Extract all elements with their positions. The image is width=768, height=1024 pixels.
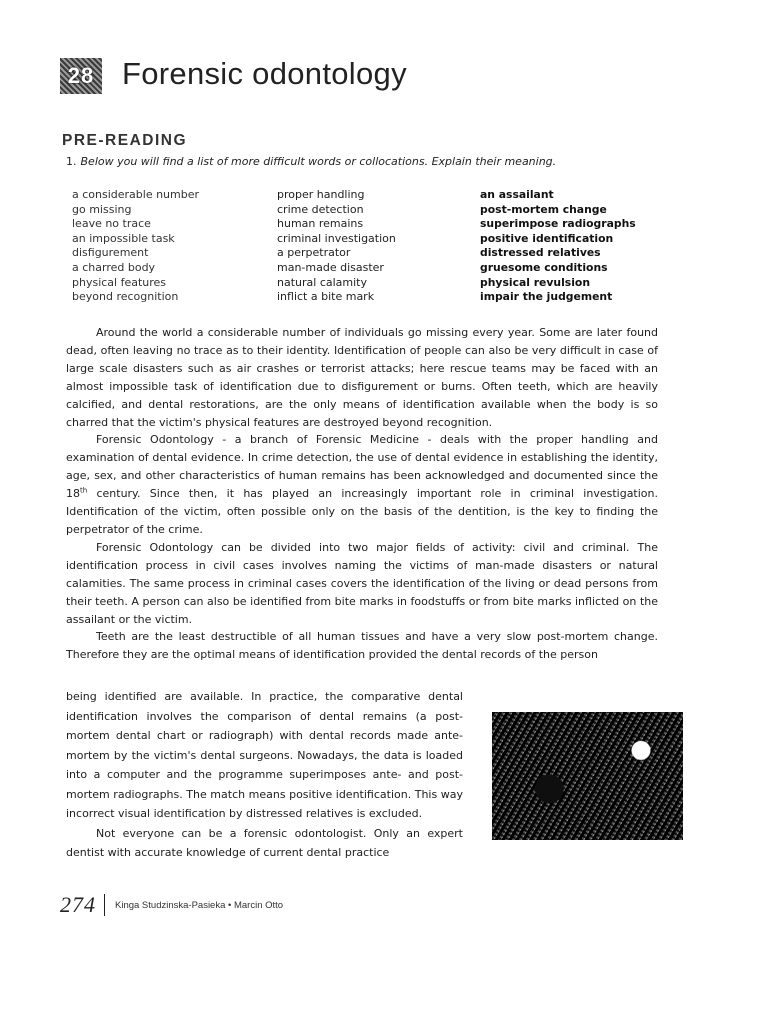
- paragraph-2: [66, 431, 658, 538]
- exercise-number: 1.: [66, 155, 77, 168]
- exercise-instruction: [66, 155, 556, 168]
- section-heading: PRE-READING: [62, 132, 188, 149]
- vocabulary-item: leave no trace: [72, 217, 151, 231]
- vocabulary-item: post-mortem change: [480, 202, 607, 216]
- article-body: [66, 324, 658, 664]
- vocabulary-item: a charred body: [72, 260, 156, 274]
- vocabulary-item: inflict a bite mark: [277, 290, 375, 304]
- forensic-photo: [492, 712, 683, 840]
- paragraph-2-text-cont: century. Since then, it has played an increasingly important role in criminal investigation. Identification of the victim, often possible only on the basis of the dentition, is the key to finding the perpetrator of the crime.: [66, 487, 658, 536]
- paragraph-4: Teeth are the least destructible of all human tissues and have a very slow post-mortem change. Therefore they are the optimal means of identification provided the dental records of the person: [66, 630, 658, 662]
- vocabulary-item: a perpetrator: [277, 246, 351, 260]
- vocabulary-column-1: [72, 188, 199, 305]
- chapter-number-badge: [60, 58, 102, 94]
- paragraph-5: Not everyone can be a forensic odontologist. Only an expert dentist with accurate knowledge of current dental practice: [66, 826, 463, 859]
- ordinal-suffix: th: [80, 486, 88, 495]
- paragraph-1: Around the world a considerable number of individuals go missing every year. Some are later found dead, often leaving no trace as to their identity. Identification of people can also be very difficult in case of large scale disasters such as air crashes or terrorist attacks; here rescue teams may be faced with an almost impossible task of identification due to disfigurement or burns. Often teeth, which are heavily calcified, and dental restorations, are the only means of identification available when the body is so charred that the victim's physical features are destroyed beyond recognition.: [66, 326, 658, 429]
- footer-divider: [104, 894, 105, 916]
- vocabulary-item: an assailant: [480, 188, 554, 201]
- book-authors: Kinga Studzinska-Pasieka • Marcin Otto: [115, 899, 284, 911]
- vocabulary-column-3: [480, 188, 636, 305]
- vocabulary-item: impair the judgement: [480, 290, 613, 304]
- vocabulary-item: human remains: [277, 217, 364, 231]
- vocabulary-item: a considerable number: [72, 188, 200, 201]
- vocabulary-item: physical revulsion: [480, 275, 591, 289]
- vocabulary-item: an impossible task: [72, 231, 175, 245]
- vocabulary-item: proper handling: [277, 188, 365, 201]
- paragraph-2-text: Forensic Odontology - a branch of Forensic Medicine - deals with the proper handling and examination of dental evidence. In crime detection, the use of dental evidence in establishing the identity, age, sex, and other characteristics of human remains has been acknowledged and documented since the 18: [66, 433, 658, 501]
- vocabulary-item: positive identification: [480, 231, 614, 245]
- chapter-number: 28: [67, 63, 95, 88]
- vocabulary-item: superimpose radiographs: [480, 217, 636, 231]
- vocabulary-item: man-made disaster: [277, 260, 384, 274]
- vocabulary-item: gruesome conditions: [480, 260, 608, 274]
- vocabulary-item: crime detection: [277, 202, 364, 216]
- vocabulary-column-2: [277, 188, 396, 305]
- paragraph-3: Forensic Odontology can be divided into two major fields of activity: civil and criminal. The identification process in civil cases involves naming the victims of man-made disasters or natural calamities. The same process in criminal cases covers the identification of the living or dead persons from their teeth. A person can also be identified from bite marks in foodstuffs or from bite marks inflicted on the assailant or the victim.: [66, 540, 658, 626]
- vocabulary-item: natural calamity: [277, 275, 367, 289]
- vocabulary-item: physical features: [72, 275, 167, 289]
- page-number: 274: [60, 892, 96, 917]
- chapter-title: Forensic odontology: [122, 56, 407, 91]
- article-body-narrow: [66, 687, 463, 863]
- vocabulary-item: go missing: [72, 202, 132, 216]
- vocabulary-item: beyond recognition: [72, 290, 179, 304]
- exercise-text: Below you will find a list of more difficult words or collocations. Explain their meaning.: [80, 155, 557, 168]
- paragraph-4-cont: being identified are available. In practice, the comparative dental identification involves the comparison of dental remains (a post-mortem dental chart or radiograph) with dental records made ante-mortem by the victim's dental surgeons. Nowadays, the data is loaded into a computer and the programme superimposes ante- and post-mortem radiographs. The match means positive identification. This way incorrect visual identification by distressed relatives is excluded.: [66, 690, 463, 820]
- vocabulary-item: distressed relatives: [480, 246, 601, 260]
- vocabulary-item: criminal investigation: [277, 231, 396, 245]
- vocabulary-item: disfigurement: [72, 246, 149, 260]
- page-footer: [60, 892, 283, 918]
